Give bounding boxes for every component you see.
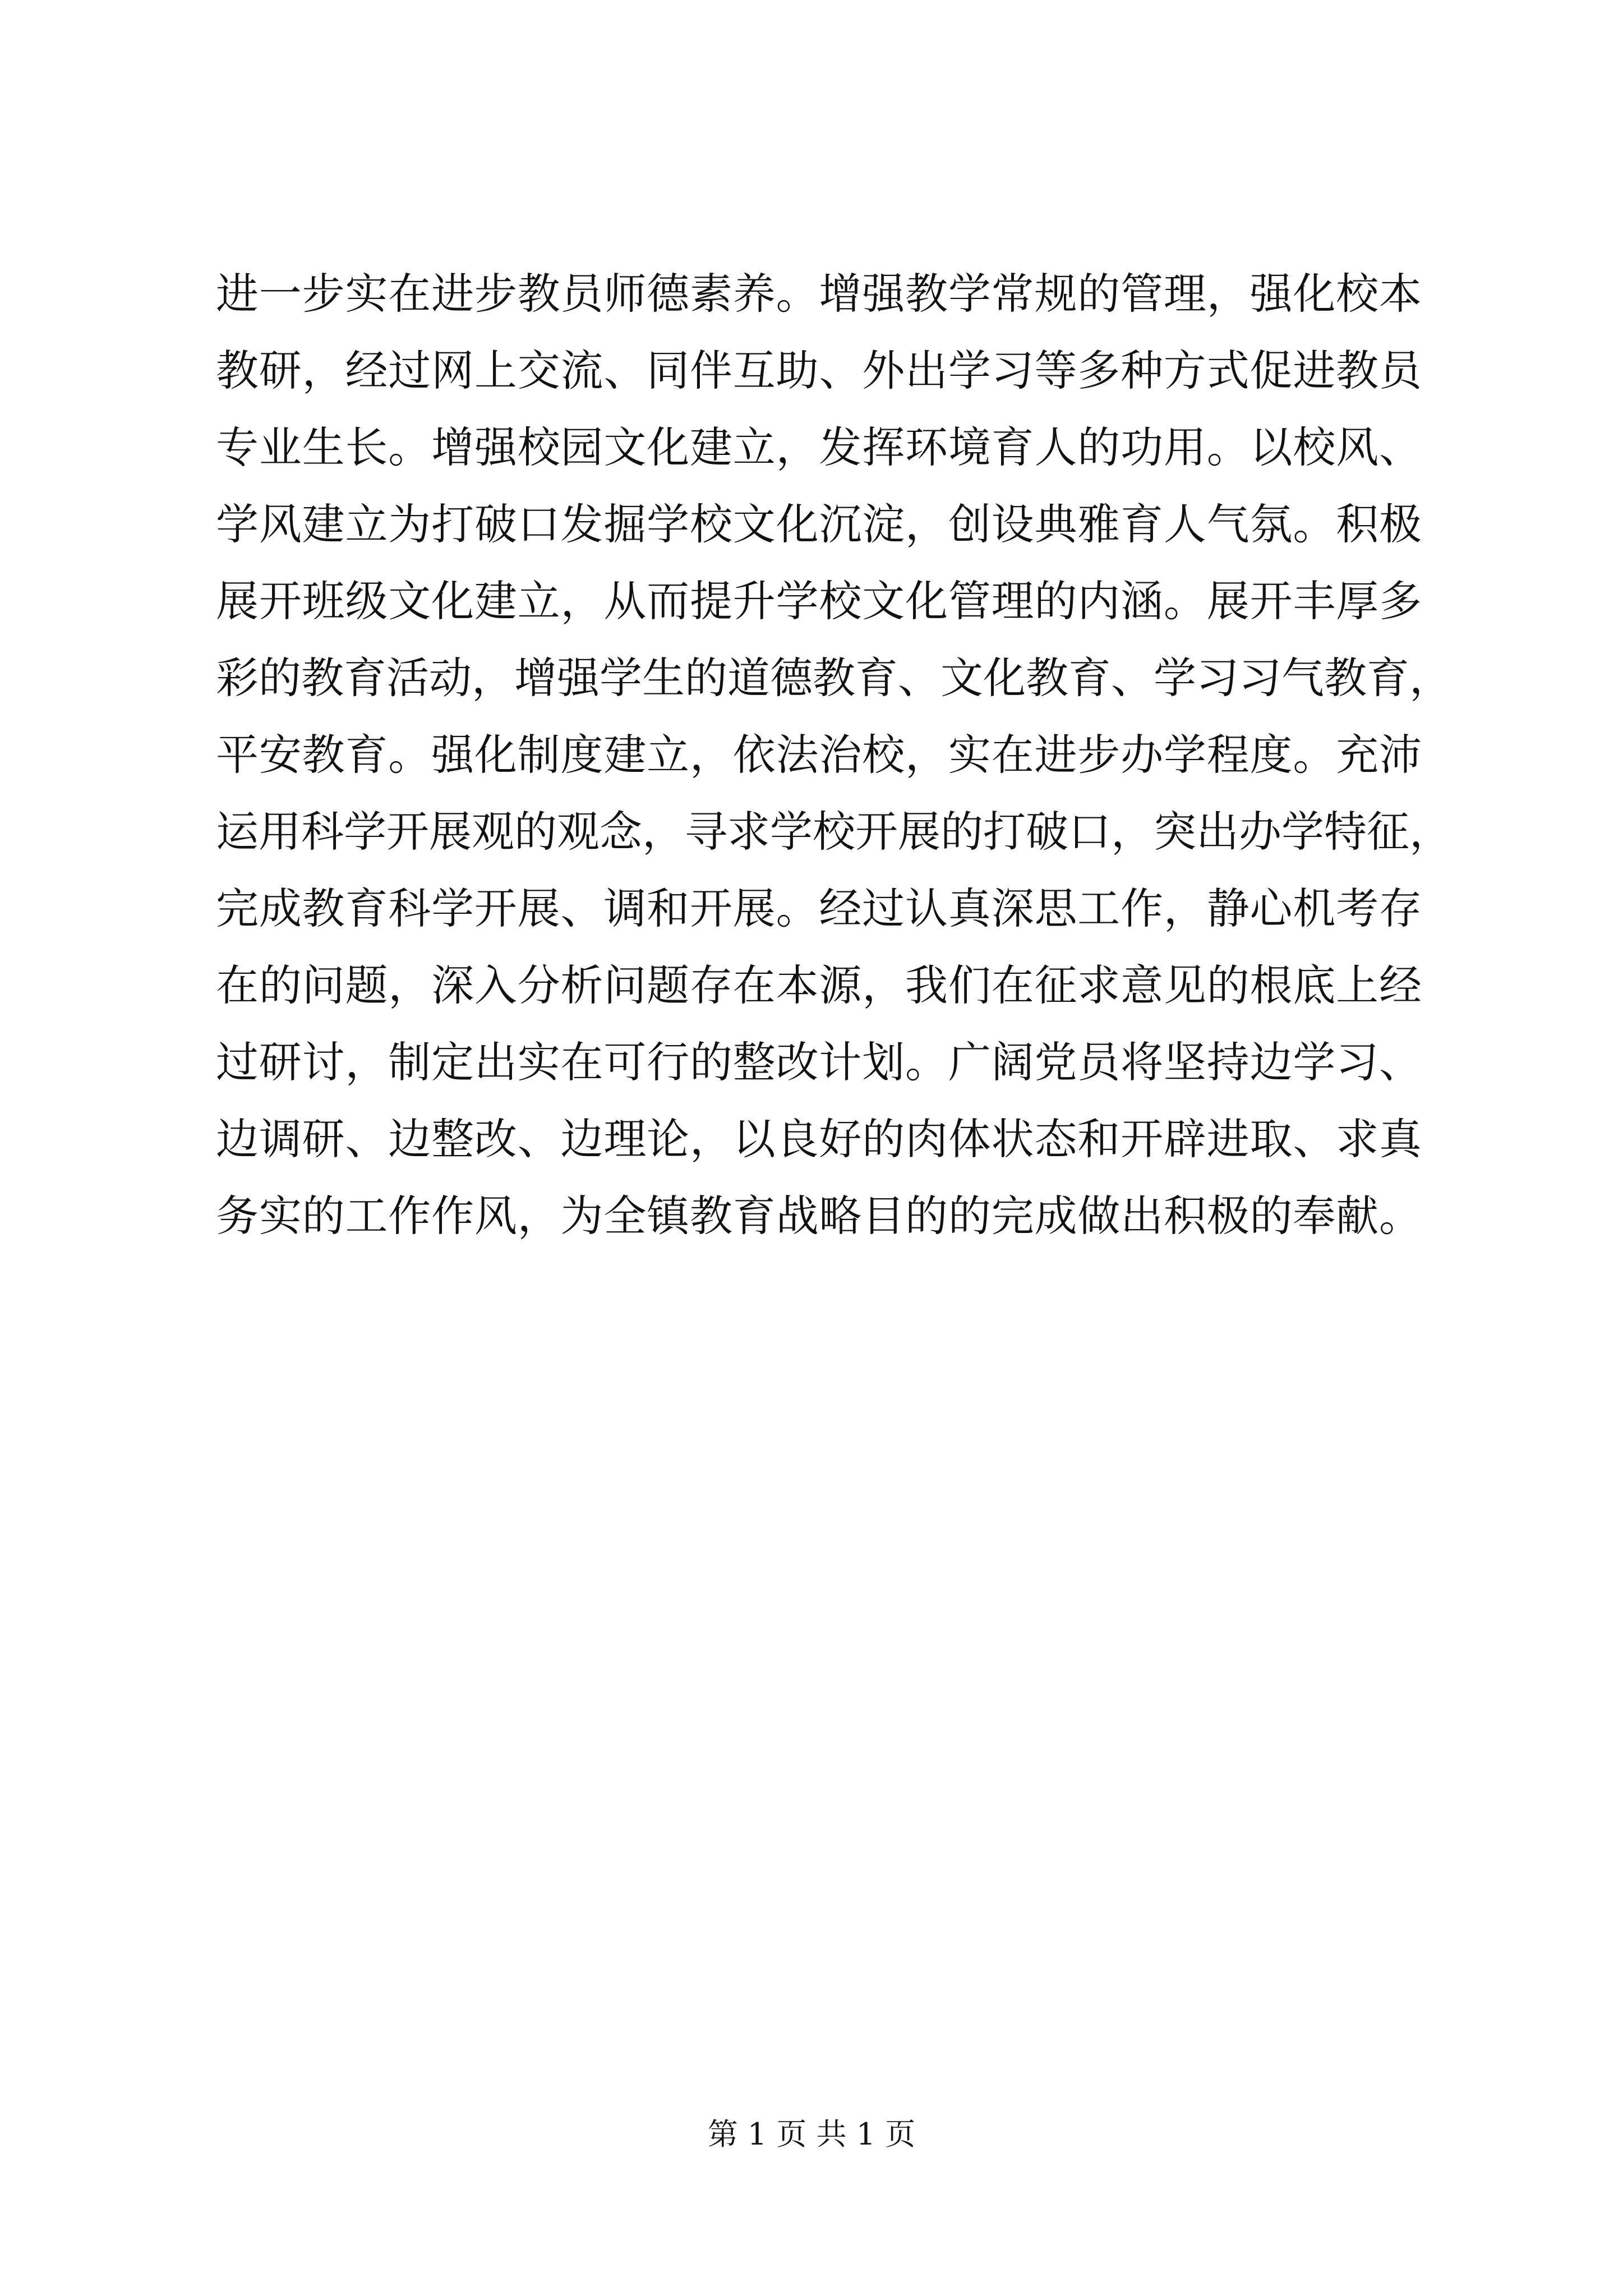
- text-line: 学风建立为打破口发掘学校文化沉淀，创设典雅育人气氛。积极: [216, 499, 1422, 549]
- text-line: 在的问题，深入分析问题存在本源，我们在征求意见的根底上经: [216, 960, 1422, 1010]
- text-line: 过研讨，制定出实在可行的整改计划。广阔党员将坚持边学习、: [216, 1037, 1422, 1087]
- text-line: 彩的教育活动，增强学生的道德教育、文化教育、学习习气教育，: [216, 653, 1452, 703]
- text-line: 进一步实在进步教员师德素养。增强教学常规的管理，强化校本: [216, 269, 1422, 319]
- text-line: 专业生长。增强校园文化建立，发挥环境育人的功用。以校风、: [216, 422, 1422, 472]
- text-line: 完成教育科学开展、调和开展。经过认真深思工作，静心机考存: [216, 884, 1422, 933]
- text-line: 展开班级文化建立，从而提升学校文化管理的内涵。展开丰厚多: [216, 576, 1422, 626]
- page-footer: 第 1 页 共 1 页: [707, 2116, 916, 2152]
- text-line: 教研，经过网上交流、同伴互助、外出学习等多种方式促进教员: [216, 346, 1422, 395]
- text-line: 运用科学开展观的观念，寻求学校开展的打破口，突出办学特征，: [216, 807, 1452, 857]
- text-line: 务实的工作作风，为全镇教育战略目的的完成做出积极的奉献。: [216, 1191, 1422, 1241]
- text-line: 平安教育。强化制度建立，依法治校，实在进步办学程度。充沛: [216, 730, 1422, 780]
- text-line: 边调研、边整改、边理论，以良好的肉体状态和开辟进取、求真: [216, 1114, 1422, 1164]
- body-paragraph: [216, 255, 1452, 1254]
